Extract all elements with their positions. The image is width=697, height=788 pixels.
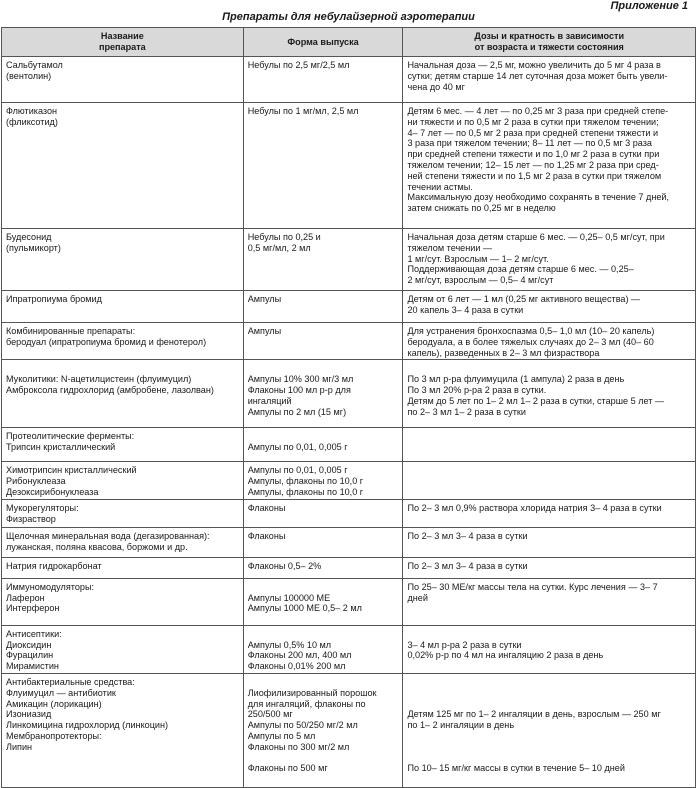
- cell-drug-name: Ипратропиума бромид: [2, 291, 244, 323]
- cell-dosage: Начальная доза — 2,5 мг, можно увеличить до 5 мг 4 раза в сутки; детям старше 14 лет суточная доза может быть увели- чена до 40 мг: [403, 57, 696, 103]
- table-row: [2, 499, 696, 527]
- cell-dosage: Детям 125 мг по 1– 2 ингаляции в день, взрослым — 250 мг по 1– 2 ингаляции в день По 10– 15 мг/кг массы в сутки в течение 5– 10 дней: [403, 673, 696, 787]
- cell-drug-name: Химотрипсин кристаллический Рибонуклеаза Дезоксирибонуклеаза: [2, 462, 244, 499]
- table-row: [2, 360, 696, 428]
- cell-release-form: Ампулы по 0,01, 0,005 г Ампулы, флаконы по 10,0 г Ампулы, флаконы по 10,0 г: [243, 462, 403, 499]
- column-header-form: Форма выпуска: [243, 28, 403, 57]
- table-row: [2, 557, 696, 578]
- column-header-dose: Дозы и кратность в зависимости от возраста и тяжести состояния: [403, 28, 696, 57]
- cell-release-form: Ампулы: [243, 323, 403, 360]
- table-row: [2, 229, 696, 291]
- table-header-row: [2, 28, 696, 57]
- cell-release-form: Флаконы: [243, 499, 403, 527]
- cell-drug-name: Протеолитические ферменты: Трипсин кристаллический: [2, 428, 244, 462]
- table-row: [2, 428, 696, 462]
- cell-release-form: Ампулы по 0,01, 0,005 г: [243, 428, 403, 462]
- cell-release-form: Ампулы: [243, 291, 403, 323]
- cell-dosage: 3– 4 мл р-ра 2 раза в сутки 0,02% р-р по 4 мл на ингаляцию 2 раза в день: [403, 625, 696, 673]
- column-header-name: Название препарата: [2, 28, 244, 57]
- cell-release-form: Небулы по 2,5 мг/2,5 мл: [243, 57, 403, 103]
- cell-release-form: Небулы по 0,25 и 0,5 мг/мл, 2 мл: [243, 229, 403, 291]
- cell-dosage: По 2– 3 мл 3– 4 раза в сутки: [403, 557, 696, 578]
- cell-drug-name: Флютиказон (фликсотид): [2, 103, 244, 229]
- appendix-label: Приложение 1: [610, 0, 688, 12]
- cell-drug-name: Будесонид (пульмикорт): [2, 229, 244, 291]
- drugs-table: [1, 27, 696, 788]
- cell-dosage: Детям от 6 лет — 1 мл (0,25 мг активного вещества) — 20 капель 3– 4 раза в сутки: [403, 291, 696, 323]
- table-row: [2, 578, 696, 625]
- table-row: [2, 527, 696, 557]
- page-title: Препараты для небулайзерной аэротерапии: [222, 11, 475, 23]
- cell-release-form: Небулы по 1 мг/мл, 2,5 мл: [243, 103, 403, 229]
- cell-drug-name: Иммуномодуляторы: Лаферон Интерферон: [2, 578, 244, 625]
- table-row: [2, 673, 696, 787]
- cell-dosage: Для устранения бронхоспазма 0,5– 1,0 мл (10– 20 капель) беродуала, а в более тяжелых случаях до 2– 3 мл (40– 60 капель), разведенных в 2– 3 мл физраствора: [403, 323, 696, 360]
- cell-dosage: Детям 6 мес. — 4 лет — по 0,25 мг 3 раза при средней степе- ни тяжести и по 0,5 мг 2 раза в сутки при тяжелом течении; 4– 7 лет — по 0,5 мг 2 раза при средней степени тяжести и 3 раза при тяжелом течении; 8– 11 лет — по 0,5 мг 3 раза при средней степени тяжести и по 1,0 мг 2 раза в сутки при тяжелом течении; 12– 15 лет — по 1,25 мг 2 раза при сред- ней степени тяжести и по 1,5 мг 2 раза в сутки при тяжелом течении астмы. Максимальную дозу необходимо сохранять в течение 7 дней, затем снижать по 0,25 мг в неделю: [403, 103, 696, 229]
- cell-dosage: По 25– 30 МЕ/кг массы тела на сутки. Курс лечения — 3– 7 дней: [403, 578, 696, 625]
- cell-drug-name: Сальбутамол (вентолин): [2, 57, 244, 103]
- table-row: [2, 103, 696, 229]
- cell-drug-name: Щелочная минеральная вода (дегазированная): лужанская, поляна квасова, боржоми и др.: [2, 527, 244, 557]
- cell-drug-name: Антисептики: Диоксидин Фурацилин Мирамистин: [2, 625, 244, 673]
- cell-drug-name: Муколитики: N-ацетилцистеин (флуимуцил) Амброксола гидрохлорид (амбробене, лазолван): [2, 360, 244, 428]
- cell-dosage: По 3 мл р-ра флуимуцила (1 ампула) 2 раза в день По 3 мл 20% р-ра 2 раза в сутки. Детям до 5 лет по 1– 2 мл 1– 2 раза в сутки, старше 5 лет — по 2– 3 мл 1– 2 раза в сутки: [403, 360, 696, 428]
- table-row: [2, 462, 696, 499]
- cell-dosage: [403, 462, 696, 499]
- cell-release-form: Ампулы 10% 300 мг/3 мл Флаконы 100 мл р-р для ингаляций Ампулы по 2 мл (15 мг): [243, 360, 403, 428]
- cell-dosage: По 2– 3 мл 3– 4 раза в сутки: [403, 527, 696, 557]
- cell-drug-name: Антибактериальные средства: Флуимуцил — антибиотик Амикацин (лорикацин) Изониазид Линкомицина гидрохлорид (линкоцин) Мембранопротекторы: Липин: [2, 673, 244, 787]
- cell-dosage: [403, 428, 696, 462]
- cell-dosage: Начальная доза детям старше 6 мес. — 0,25– 0,5 мг/сут, при тяжелом течении — 1 мг/сут. Взрослым — 1– 2 мг/сут. Поддерживающая доза детям старше 6 мес. — 0,25– 2 мг/сут, взрослым — 0,5– 4 мг/сут: [403, 229, 696, 291]
- cell-drug-name: Комбинированные препараты: беродуал (ипратропиума бромид и фенотерол): [2, 323, 244, 360]
- cell-dosage: По 2– 3 мл 0,9% раствора хлорида натрия 3– 4 раза в сутки: [403, 499, 696, 527]
- cell-drug-name: Мукорегуляторы: Физраствор: [2, 499, 244, 527]
- cell-drug-name: Натрия гидрокарбонат: [2, 557, 244, 578]
- table-row: [2, 323, 696, 360]
- table-row: [2, 625, 696, 673]
- cell-release-form: Флаконы 0,5– 2%: [243, 557, 403, 578]
- cell-release-form: Флаконы: [243, 527, 403, 557]
- cell-release-form: Ампулы 100000 МЕ Ампулы 1000 МЕ 0,5– 2 мл: [243, 578, 403, 625]
- table-row: [2, 291, 696, 323]
- cell-release-form: Ампулы 0,5% 10 мл Флаконы 200 мл, 400 мл Флаконы 0,01% 200 мл: [243, 625, 403, 673]
- table-row: [2, 57, 696, 103]
- cell-release-form: Лиофилизированный порошок для ингаляций, флаконы по 250/500 мг Ампулы по 50/250 мг/2 мл Ампулы по 5 мл Флаконы по 300 мг/2 мл Флаконы по 500 мг: [243, 673, 403, 787]
